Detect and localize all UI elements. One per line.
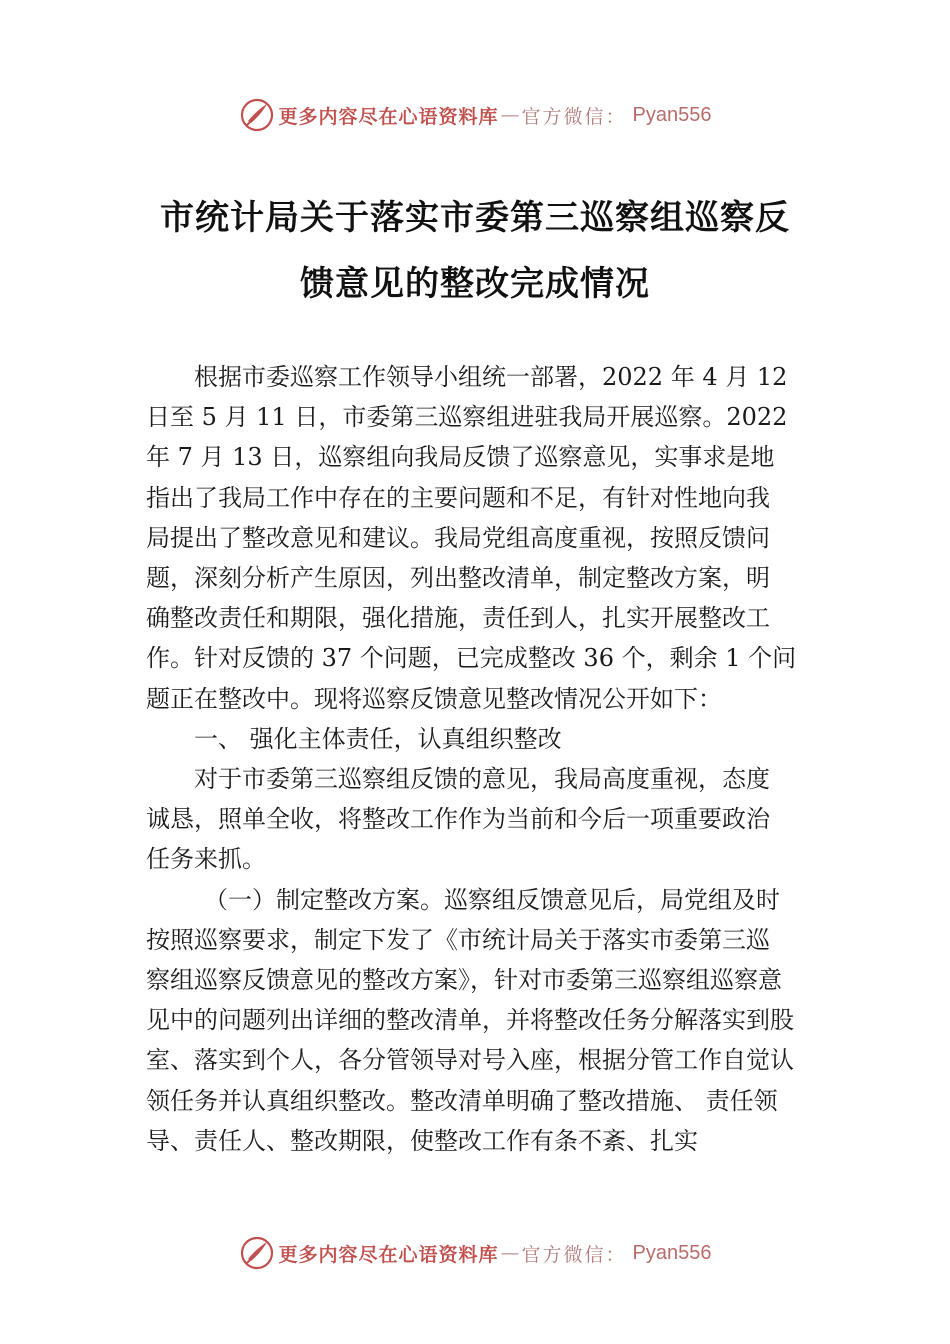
body-line: 根据市委巡察工作领导小组统一部署，2022 年 4 月 12 — [194, 363, 788, 391]
watermark-footer — [0, 1233, 950, 1273]
watermark-brand: 更多内容尽在心语资料库 — [278, 1243, 499, 1266]
body-line: 见中的问题列出详细的整改清单，并将整改任务分解落实到股 — [146, 1006, 794, 1035]
watermark-dash: — — [500, 104, 520, 126]
body-line: 年 7 月 13 日，巡察组向我局反馈了巡察意见，实事求是地 — [146, 443, 775, 472]
body-line: 日至 5 月 11 日，市委第三巡察组进驻我局开展巡察。2022 — [146, 403, 788, 432]
body-line: 作。针对反馈的 37 个问题，已完成整改 36 个，剩余 1 个问 — [146, 644, 797, 673]
body-line: 察组巡察反馈意见的整改方案》，针对市委第三巡察组巡察意 — [146, 966, 782, 995]
document-body — [146, 357, 806, 1161]
body-line: 题正在整改中。现将巡察反馈意见整改情况公开如下： — [146, 684, 722, 713]
watermark-dash: — — [500, 1242, 520, 1264]
watermark-wechat-label: 官方微信： — [521, 105, 627, 128]
title-line-2: 馈意见的整改完成情况 — [300, 264, 650, 304]
body-line: 任务来抓。 — [146, 845, 266, 874]
body-line: 导、责任人、整改期限，使整改工作有条不紊、扎实 — [146, 1126, 698, 1155]
body-line: 题，深刻分析产生原因，列出整改清单，制定整改方案，明 — [146, 564, 770, 593]
quill-logo-icon — [239, 97, 275, 133]
title-line-1: 市统计局关于落实市委第三巡察组巡察反 — [160, 198, 790, 238]
watermark-account: Pyan556 — [632, 103, 712, 126]
body-line: 指出了我局工作中存在的主要问题和不足，有针对性地向我 — [146, 483, 770, 512]
watermark-wechat-label: 官方微信： — [521, 1243, 627, 1266]
body-line: 局提出了整改意见和建议。我局党组高度重视，按照反馈问 — [146, 523, 770, 552]
subsection-line: （一）制定整改方案。巡察组反馈意见后，局党组及时 — [204, 885, 780, 914]
watermark-header — [0, 95, 950, 135]
body-line: 确整改责任和期限，强化措施，责任到人，扎实开展整改工 — [146, 604, 770, 633]
body-line: 按照巡察要求，制定下发了《市统计局关于落实市委第三巡 — [146, 925, 770, 954]
watermark-brand: 更多内容尽在心语资料库 — [278, 105, 499, 128]
section-heading: 一、 强化主体责任，认真组织整改 — [194, 724, 562, 753]
body-line: 对于市委第三巡察组反馈的意见，我局高度重视，态度 — [194, 765, 770, 794]
body-line: 诚恳，照单全收，将整改工作作为当前和今后一项重要政治 — [146, 805, 770, 834]
watermark-account: Pyan556 — [632, 1241, 712, 1264]
body-line: 室、落实到个人，各分管领导对号入座，根据分管工作自觉认 — [146, 1046, 794, 1075]
quill-logo-icon — [239, 1235, 275, 1271]
document-title — [100, 185, 850, 317]
body-line: 领任务并认真组织整改。整改清单明确了整改措施、 责任领 — [146, 1086, 778, 1115]
